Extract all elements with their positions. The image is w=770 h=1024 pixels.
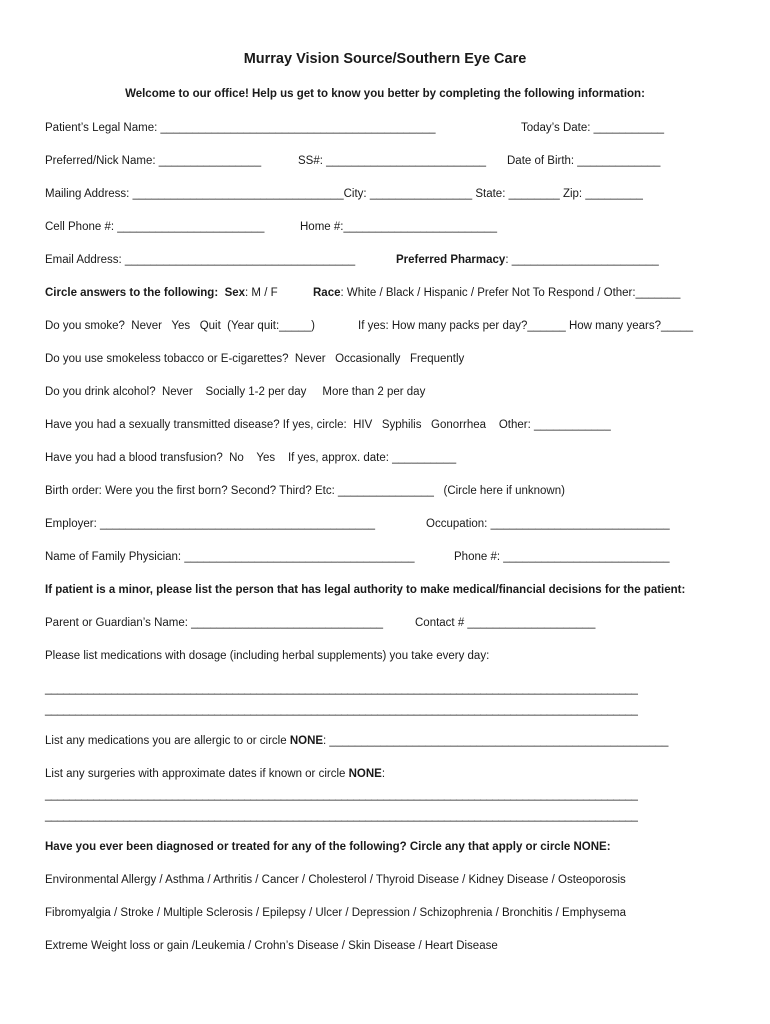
cell-phone-field[interactable]: Cell Phone #: _______________________: [45, 221, 265, 233]
race-label: Race: [313, 287, 341, 299]
medications-blank-line-2[interactable]: __________________________________________________________________________________________________: [45, 704, 638, 716]
alcohol-question[interactable]: Do you drink alcohol? Never Socially 1-2 per day More than 2 per day: [45, 386, 426, 398]
mailing-address-field[interactable]: Mailing Address: _________________________________City: ________________ State: ________ Zip: _________: [45, 188, 643, 200]
conditions-line-2[interactable]: Fibromyalgia / Stroke / Multiple Sclerosis / Epilepsy / Ulcer / Depression / Schizophrenia / Bronchitis / Emphysema: [45, 907, 626, 919]
minor-heading: If patient is a minor, please list the person that has legal authority to make medical/financial decisions for the patient:: [45, 584, 686, 596]
allergic-none[interactable]: NONE: [289, 735, 324, 747]
smoke-question[interactable]: Do you smoke? Never Yes Quit (Year quit:_____): [45, 320, 315, 332]
pharmacy-field[interactable]: [396, 253, 659, 267]
surgeries-none[interactable]: NONE: [348, 768, 382, 780]
surgeries-prefix: List any surgeries with approximate dates if known or circle: [45, 768, 349, 780]
home-phone-field[interactable]: Home #:________________________: [300, 221, 497, 233]
email-field[interactable]: Email Address: ____________________________________: [45, 254, 356, 266]
sex-options[interactable]: : M / F: [245, 287, 278, 299]
form-title: Murray Vision Source/Southern Eye Care: [243, 51, 527, 67]
ssn-field[interactable]: SS#: _________________________: [298, 155, 487, 167]
sex-label: Sex: [224, 287, 246, 299]
diagnosed-heading: Have you ever been diagnosed or treated for any of the following? Circle any that apply or circle NONE:: [45, 841, 611, 853]
nick-name-field[interactable]: Preferred/Nick Name: ________________: [45, 155, 262, 167]
contact-field[interactable]: Contact # ____________________: [415, 617, 596, 629]
physician-field[interactable]: Name of Family Physician: ____________________________________: [45, 551, 415, 563]
surgeries-blank-line-2[interactable]: __________________________________________________________________________________________________: [45, 810, 638, 822]
todays-date-field[interactable]: Today’s Date: ___________: [521, 122, 665, 134]
medications-prompt: Please list medications with dosage (including herbal supplements) you take every day:: [45, 650, 490, 662]
pharmacy-blank[interactable]: : _______________________: [505, 254, 659, 266]
race-options[interactable]: : White / Black / Hispanic / Prefer Not To Respond / Other:_______: [340, 287, 681, 299]
employer-field[interactable]: Employer: ___________________________________________: [45, 518, 375, 530]
surgeries-blank-line-1[interactable]: __________________________________________________________________________________________________: [45, 789, 638, 801]
conditions-line-1[interactable]: Environmental Allergy / Asthma / Arthritis / Cancer / Cholesterol / Thyroid Disease / Kidney Disease / Osteoporosis: [45, 874, 626, 886]
physician-phone-field[interactable]: Phone #: __________________________: [454, 551, 670, 563]
allergic-field[interactable]: [45, 734, 668, 748]
transfusion-question[interactable]: Have you had a blood transfusion? No Yes If yes, approx. date: __________: [45, 452, 457, 464]
legal-name-field[interactable]: Patient’s Legal Name: ___________________________________________: [45, 122, 436, 134]
std-question[interactable]: Have you had a sexually transmitted disease? If yes, circle: HIV Syphilis Gonorrhea Other: ____________: [45, 419, 611, 431]
occupation-field[interactable]: Occupation: ____________________________: [426, 518, 670, 530]
smokeless-question[interactable]: Do you use smokeless tobacco or E-cigarettes? Never Occasionally Frequently: [45, 353, 465, 365]
surgeries-suffix: :: [381, 768, 386, 780]
smoke-packs-question[interactable]: If yes: How many packs per day?______ How many years?_____: [358, 320, 693, 332]
medications-blank-line-1[interactable]: __________________________________________________________________________________________________: [45, 683, 638, 695]
race-field[interactable]: [313, 286, 680, 300]
surgeries-prompt: [45, 767, 385, 781]
allergic-blank[interactable]: : _____________________________________________________: [323, 735, 669, 747]
conditions-line-3[interactable]: Extreme Weight loss or gain /Leukemia / Crohn’s Disease / Skin Disease / Heart Disease: [45, 940, 498, 952]
allergic-prefix: List any medications you are allergic to or circle: [45, 735, 290, 747]
guardian-field[interactable]: Parent or Guardian’s Name: ______________________________: [45, 617, 384, 629]
dob-field[interactable]: Date of Birth: _____________: [507, 155, 661, 167]
circle-answers-row: [45, 286, 278, 300]
circle-label: Circle answers to the following:: [45, 287, 219, 299]
birth-order-question[interactable]: Birth order: Were you the first born? Second? Third? Etc: _______________ (Circle here if unknown): [45, 485, 565, 497]
pharmacy-label: Preferred Pharmacy: [396, 254, 506, 266]
welcome-text: Welcome to our office! Help us get to know you better by completing the following information:: [125, 88, 645, 100]
